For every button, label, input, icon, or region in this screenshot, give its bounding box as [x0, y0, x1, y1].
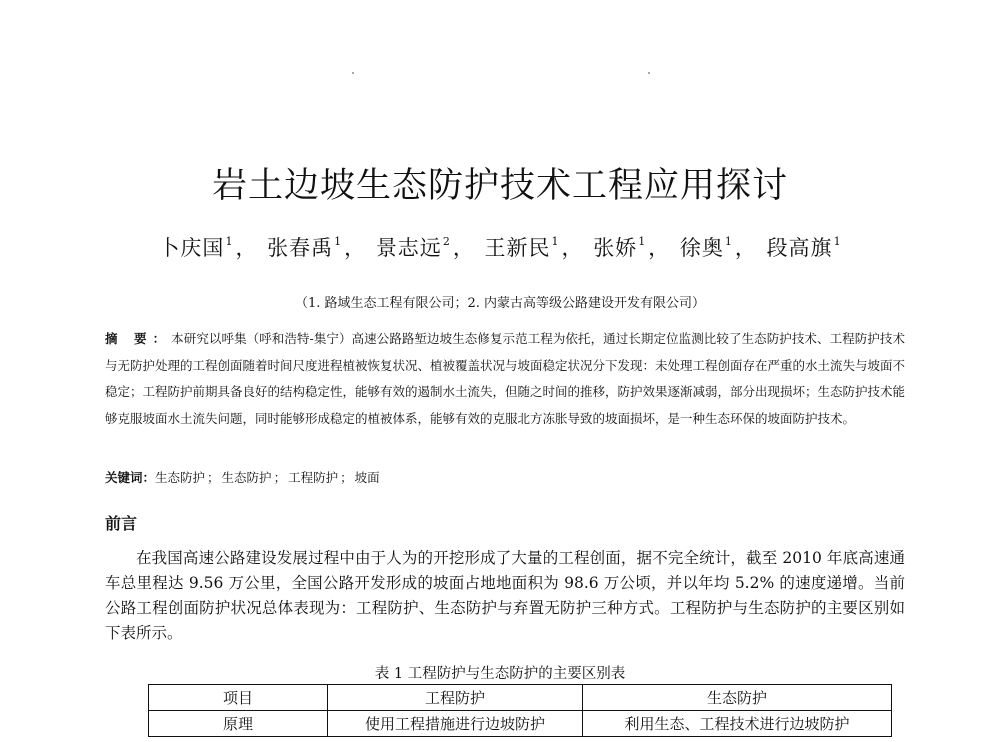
- author-name: 段高旗: [766, 236, 833, 260]
- keywords: [105, 468, 905, 486]
- author-affiliation-mark: 1: [724, 235, 733, 248]
- table-header-cell: 工程防护: [328, 685, 583, 711]
- keywords-label: 关键词：: [105, 470, 156, 485]
- author-affiliation-mark: 1: [225, 235, 234, 248]
- author: [376, 236, 451, 260]
- keyword: 坡面: [354, 470, 380, 485]
- author-name: 徐奥: [679, 236, 724, 260]
- author: [593, 236, 646, 260]
- author: [680, 236, 733, 260]
- author-separator: ，: [561, 236, 584, 260]
- keyword-separator: ；: [207, 470, 220, 485]
- table-cell: 原理: [149, 711, 328, 737]
- author: [267, 236, 342, 260]
- author-affiliation-mark: 1: [833, 235, 842, 248]
- keyword: 工程防护: [288, 470, 339, 485]
- table-cell: 使用工程措施进行边坡防护: [328, 711, 583, 737]
- author: [158, 236, 233, 260]
- table-cell: 利用生态、工程技术进行边坡防护: [583, 711, 892, 737]
- keyword-separator: ；: [273, 470, 287, 485]
- author-separator: ，: [648, 236, 671, 260]
- author-affiliation-mark: 2: [442, 235, 451, 248]
- scan-speck: [648, 72, 650, 74]
- table-caption: 表 1 工程防护与生态防护的主要区别表: [374, 666, 626, 682]
- author-separator: ，: [734, 236, 757, 260]
- table-header-row: [149, 685, 892, 711]
- author-name: 景志远: [375, 236, 442, 260]
- author-separator: ，: [344, 236, 367, 260]
- author-name: 张春禹: [267, 236, 334, 260]
- author-separator: ，: [452, 236, 475, 260]
- table-header-cell: 项目: [149, 685, 328, 711]
- table-row: [149, 711, 892, 737]
- keyword-separator: ；: [340, 470, 353, 485]
- author-separator: ，: [235, 236, 258, 260]
- affiliations: （1. 路域生态工程有限公司；2. 内蒙古高等级公路建设开发有限公司）: [294, 296, 706, 311]
- abstract-text: 本研究以呼集（呼和浩特-集宁）高速公路路堑边坡生态修复示范工程为依托，通过长期定位监测比较了生态防护技术、工程防护技术与无防护处理的工程创面随着时间尺度进程植被恢复状况、植被覆盖状况与坡面稳定状况分下发现：未处理工程创面存在严重的水土流失与坡面不稳定；工程防护前期具备良好的结构稳定性，能够有效的遏制水土流失，但随之时间的推移，防护效果逐渐减弱，部分出现损坏；生态防护技术能够克服坡面水土流失问题，同时能够形成稳定的植被体系，能够有效的克服北方冻胀导致的坡面损坏，是一种生态环保的坡面防护技术。: [105, 331, 906, 426]
- author-name: 卜庆国: [158, 236, 225, 260]
- author-affiliation-mark: 1: [551, 235, 560, 248]
- author-affiliation-mark: 1: [334, 235, 343, 248]
- scan-speck: [352, 72, 354, 74]
- keyword: 生态防护: [221, 470, 272, 485]
- body-paragraph: 在我国高速公路建设发展过程中由于人为的开挖形成了大量的工程创面，据不完全统计，截至 2010 年底高速通车总里程达 9.56 万公里，全国公路开发形成的坡面占地地面积为 98.6 万公顷，并以年均 5.2% 的速度递增。当前公路工程创面防护状况总体表现为：工程防护、生态防护与弃置无防护三种方式。工程防护与生态防护的主要区别如下表所示。: [105, 549, 905, 642]
- author-name: 张娇: [593, 236, 638, 260]
- keyword: 生态防护: [155, 470, 206, 485]
- paper-title: 岩土边坡生态防护技术工程应用探讨: [211, 166, 788, 206]
- author: [767, 236, 842, 260]
- author-affiliation-mark: 1: [638, 235, 647, 248]
- author-list: [0, 232, 1000, 262]
- abstract: [105, 326, 905, 432]
- table-header-cell: 生态防护: [583, 685, 892, 711]
- author: [485, 236, 560, 260]
- section-heading: 前言: [105, 514, 138, 533]
- author-name: 王新民: [484, 236, 551, 260]
- comparison-table: [148, 684, 892, 737]
- abstract-label: 摘 要：: [105, 331, 172, 346]
